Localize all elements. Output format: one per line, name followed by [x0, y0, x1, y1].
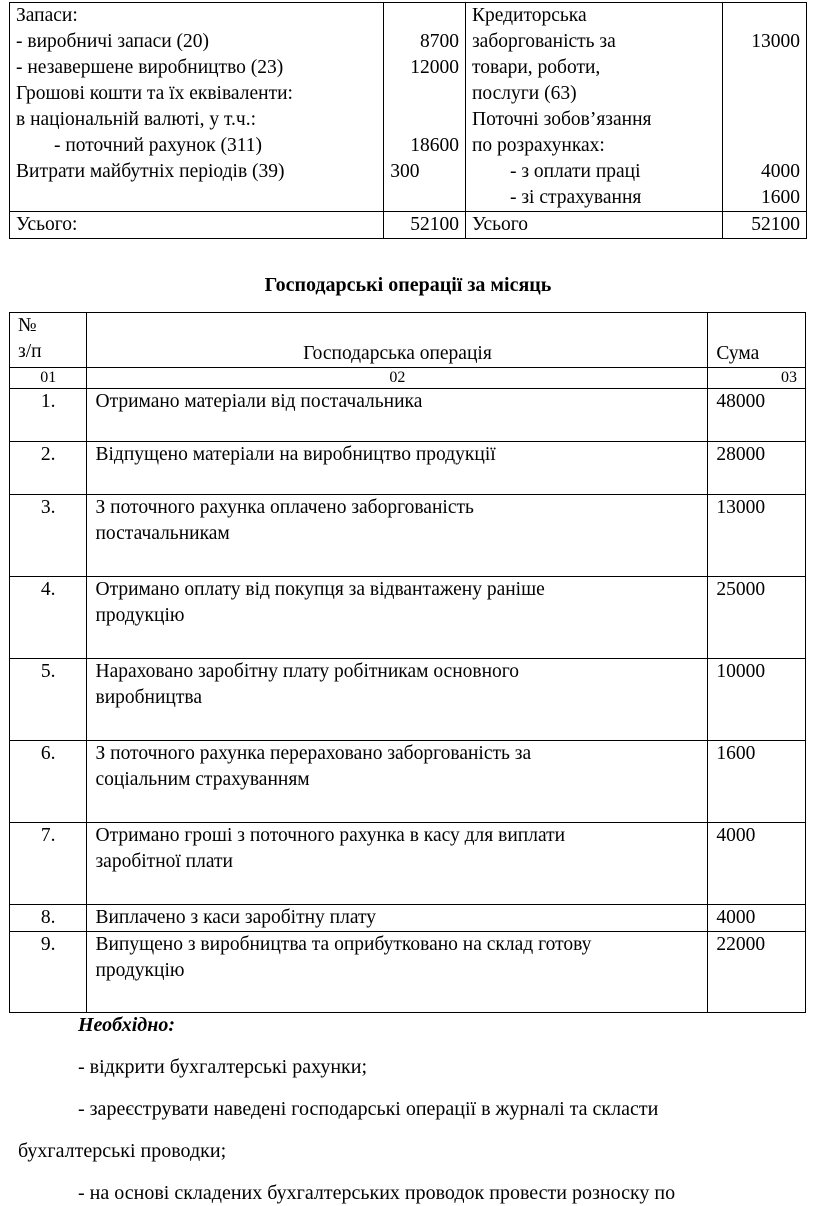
- row-operation-line: заробітної плати: [95, 851, 233, 872]
- table-row: [10, 442, 806, 495]
- row-operation: [87, 389, 708, 442]
- liabilities-value: [729, 107, 800, 133]
- header-amount: Сума: [708, 313, 806, 368]
- row-number: 9.: [10, 932, 87, 1013]
- row-operation-line: Відпущено матеріали на виробництво продукції: [95, 444, 496, 465]
- assets-line: в національній валюті, у т.ч.:: [16, 109, 256, 130]
- row-number: 2.: [10, 442, 87, 495]
- column-number: 02: [87, 368, 708, 389]
- liabilities-line: - з оплати праці: [509, 161, 641, 182]
- requirement-item: - на основі складених бухгалтерських проводок провести розноску по: [78, 1182, 676, 1204]
- balance-body-row: [10, 3, 807, 212]
- row-operation-line: постачальникам: [95, 523, 230, 544]
- liabilities-value: [729, 3, 800, 29]
- requirement-item: - відкрити бухгалтерські рахунки;: [78, 1056, 368, 1078]
- assets-line: Грошові кошти та їх еквіваленти:: [16, 83, 293, 104]
- liabilities-line: заборгованість за: [471, 31, 616, 52]
- operations-table: [9, 312, 806, 1013]
- liabilities-value: [729, 133, 800, 159]
- total-label-right: Усього: [465, 212, 722, 239]
- row-amount: 13000: [708, 495, 806, 577]
- total-right: 52100: [723, 212, 807, 239]
- row-operation-line: виробництва: [95, 687, 202, 708]
- row-operation: [87, 659, 708, 741]
- row-operation-line: продукцію: [95, 960, 185, 981]
- row-amount: 28000: [708, 442, 806, 495]
- assets-value: [390, 3, 459, 29]
- column-number: 01: [10, 368, 87, 389]
- table-row: [10, 905, 806, 932]
- table-row: [10, 389, 806, 442]
- assets-line: Запаси:: [16, 5, 78, 26]
- assets-blank-line: [390, 185, 459, 211]
- row-operation-line: Отримано матеріали від постачальника: [95, 391, 423, 412]
- requirement-item: - зареєструвати наведені господарські операції в журналі та скласти: [78, 1098, 659, 1120]
- row-operation: [87, 741, 708, 823]
- requirement-item-continuation: бухгалтерські проводки;: [18, 1140, 227, 1162]
- header-number-label: з/п: [18, 341, 42, 362]
- header-number-cell: [10, 313, 87, 368]
- row-operation-line: З поточного рахунка перераховано заборгованість за: [95, 743, 532, 764]
- operations-title: Господарські операції за місяць: [264, 274, 552, 296]
- assets-line: Витрати майбутніх періодів (39): [16, 161, 285, 182]
- assets-value: [390, 81, 459, 107]
- header-number-sign: №: [18, 315, 37, 336]
- liabilities-line: Поточні зобов’язання: [471, 109, 652, 130]
- row-operation-line: Отримано оплату від покупця за відвантажену раніше: [95, 579, 545, 600]
- row-number: 7.: [10, 823, 87, 905]
- liabilities-line: послуги (63): [471, 83, 577, 104]
- row-amount: 25000: [708, 577, 806, 659]
- assets-values-cell: [384, 3, 466, 212]
- row-number: 3.: [10, 495, 87, 577]
- row-operation-line: продукцію: [95, 605, 185, 626]
- row-operation-line: Нараховано заробітну плату робітникам основного: [95, 661, 520, 682]
- liabilities-line: товари, роботи,: [471, 57, 601, 78]
- row-operation: [87, 442, 708, 495]
- row-number: 4.: [10, 577, 87, 659]
- row-operation-line: соціальним страхуванням: [95, 769, 310, 790]
- assets-value: 300: [390, 161, 420, 182]
- table-row: [10, 741, 806, 823]
- liabilities-cell: [465, 3, 722, 212]
- liabilities-line: Кредиторська: [471, 5, 587, 26]
- assets-line: - виробничі запаси (20): [16, 31, 210, 52]
- row-amount: 1600: [708, 741, 806, 823]
- liabilities-values-cell: [723, 3, 807, 212]
- assets-value: 12000: [410, 57, 459, 78]
- assets-cell: [10, 3, 384, 212]
- liabilities-line: по розрахунках:: [471, 135, 605, 156]
- row-operation-line: З поточного рахунка оплачено заборгованість: [95, 497, 474, 518]
- column-number: 03: [708, 368, 806, 389]
- row-operation-line: Виплачено з каси заробітну плату: [95, 907, 376, 928]
- table-row: [10, 823, 806, 905]
- balance-total-row: [10, 212, 807, 239]
- assets-line: - незавершене виробництво (23): [16, 57, 284, 78]
- assets-line: - поточний рахунок (311): [54, 135, 263, 156]
- liabilities-value: 13000: [751, 31, 800, 52]
- row-amount: 22000: [708, 932, 806, 1013]
- row-number: 5.: [10, 659, 87, 741]
- row-amount: 4000: [708, 905, 806, 932]
- table-row: [10, 577, 806, 659]
- assets-value: [390, 107, 459, 133]
- row-number: 1.: [10, 389, 87, 442]
- row-amount: 48000: [708, 389, 806, 442]
- total-left: 52100: [384, 212, 466, 239]
- row-operation: [87, 577, 708, 659]
- row-amount: 4000: [708, 823, 806, 905]
- table-row: [10, 932, 806, 1013]
- total-label-left: Усього:: [10, 212, 384, 239]
- liabilities-line: - зі страхування: [509, 187, 642, 208]
- assets-value: 8700: [419, 31, 459, 52]
- row-operation: [87, 495, 708, 577]
- row-amount: 10000: [708, 659, 806, 741]
- liabilities-value: 4000: [761, 161, 800, 182]
- row-operation: [87, 905, 708, 932]
- row-operation-line: Отримано гроші з поточного рахунка в касу для виплати: [95, 825, 566, 846]
- row-operation: [87, 823, 708, 905]
- balance-table: [9, 2, 807, 239]
- row-number: 6.: [10, 741, 87, 823]
- liabilities-value: [729, 81, 800, 107]
- requirements-heading: Необхідно:: [78, 1014, 175, 1036]
- operations-header-row: [10, 313, 806, 368]
- assets-blank-line: [16, 185, 377, 211]
- table-row: [10, 495, 806, 577]
- liabilities-value: [729, 55, 800, 81]
- assets-value: 18600: [410, 135, 459, 156]
- table-row: [10, 659, 806, 741]
- column-numbers-row: [10, 368, 806, 389]
- row-number: 8.: [10, 905, 87, 932]
- header-operation: Господарська операція: [87, 313, 708, 368]
- liabilities-value: 1600: [761, 187, 800, 208]
- row-operation-line: Випущено з виробництва та оприбутковано на склад готову: [95, 934, 592, 955]
- row-operation: [87, 932, 708, 1013]
